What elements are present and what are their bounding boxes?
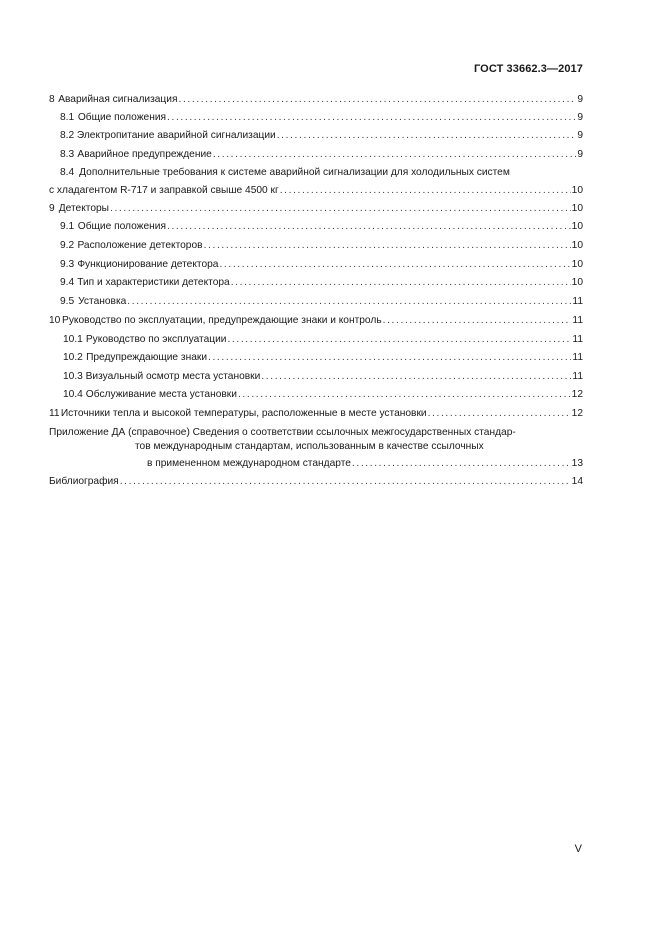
toc-page: 9 xyxy=(577,149,583,160)
dot-leader xyxy=(120,475,571,489)
toc-entry-10-2[interactable] xyxy=(49,351,583,365)
dot-leader xyxy=(167,220,571,234)
toc-page: 10 xyxy=(571,259,583,270)
toc-title: Библиография xyxy=(49,476,119,487)
dot-leader xyxy=(428,407,571,421)
dot-leader xyxy=(110,202,571,216)
toc-page: 10 xyxy=(571,185,583,196)
toc-title: Аварийное предупреждение xyxy=(77,149,212,160)
toc-entry-8[interactable] xyxy=(49,93,583,107)
toc-number: 8.3 xyxy=(60,149,75,160)
toc-page: 14 xyxy=(571,476,583,487)
toc-entry-9[interactable] xyxy=(49,202,583,216)
toc-number: 8 xyxy=(49,94,55,105)
toc-title: Руководство по эксплуатации xyxy=(85,334,227,345)
dot-leader xyxy=(167,111,576,125)
toc-page: 9 xyxy=(577,130,583,141)
toc-title-line1: Дополнительные требования к системе аварийной сигнализации для холодильных систем xyxy=(79,167,510,178)
dot-leader xyxy=(277,129,577,143)
toc-title: Предупреждающие знаки xyxy=(86,352,208,363)
page-number: V xyxy=(574,843,582,855)
toc-page: 10 xyxy=(571,203,583,214)
toc-title: Общие положения xyxy=(77,112,167,123)
toc-entry-8-2[interactable] xyxy=(49,129,583,143)
toc-title-line2: тов международным стандартам, использованным в качестве ссылочных xyxy=(135,441,484,452)
toc-page: 11 xyxy=(572,352,583,363)
toc-title-line1: Приложение ДА (справочное) Сведения о соответствии ссылочных межгосударственных стандар- xyxy=(49,427,516,438)
toc-entry-9-5[interactable] xyxy=(49,295,583,309)
toc-number: 8.4 xyxy=(60,167,75,178)
toc-number: 9.4 xyxy=(60,277,75,288)
toc-entry-10-4[interactable] xyxy=(49,388,583,402)
toc-entry-8-3[interactable] xyxy=(49,148,583,162)
toc-entry-10-1[interactable] xyxy=(49,333,583,347)
toc-title: Установка xyxy=(78,296,127,307)
toc-entry-9-4[interactable] xyxy=(49,276,583,290)
toc-entry-9-2[interactable] xyxy=(49,239,583,253)
toc-page: 9 xyxy=(577,112,583,123)
toc-number: 9 xyxy=(49,203,55,214)
toc-title: Руководство по эксплуатации, предупреждающие знаки и контроль xyxy=(62,315,382,326)
dot-leader xyxy=(127,295,571,309)
toc-title-line3: в примененном международном стандарте xyxy=(147,458,351,469)
dot-leader xyxy=(383,314,572,328)
toc-number: 10.1 xyxy=(63,334,83,345)
toc-entry-8-4[interactable] xyxy=(49,166,583,198)
toc-entry-9-1[interactable] xyxy=(49,220,583,234)
toc-page: 13 xyxy=(571,458,583,469)
toc-entry-appendix-da[interactable] xyxy=(49,426,583,471)
dot-leader xyxy=(352,457,571,471)
toc-title: Функционирование детектора xyxy=(77,259,219,270)
toc-page: 11 xyxy=(572,334,583,345)
dot-leader xyxy=(261,370,571,384)
toc-entry-10-3[interactable] xyxy=(49,370,583,384)
document-number: ГОСТ 33662.3—2017 xyxy=(473,63,583,75)
toc-title: Расположение детекторов xyxy=(77,240,203,251)
toc-entry-8-1[interactable] xyxy=(49,111,583,125)
toc-entry-10[interactable] xyxy=(49,314,583,328)
toc-number: 8.1 xyxy=(60,112,75,123)
toc-number: 9.3 xyxy=(60,259,75,270)
toc-entry-11[interactable] xyxy=(49,407,583,421)
toc-title-line2: с хладагентом R-717 и заправкой свыше 4500 кг xyxy=(49,185,279,196)
dot-leader xyxy=(219,258,570,272)
dot-leader xyxy=(204,239,571,253)
dot-leader xyxy=(227,333,571,347)
dot-leader xyxy=(231,276,571,290)
toc-title: Обслуживание места установки xyxy=(85,389,237,400)
toc-page: 11 xyxy=(572,315,583,326)
toc-page: 11 xyxy=(572,371,583,382)
dot-leader xyxy=(178,93,576,107)
toc-page: 10 xyxy=(571,240,583,251)
toc-title: Визуальный осмотр места установки xyxy=(85,371,261,382)
toc-title: Аварийная сигнализация xyxy=(58,94,178,105)
toc-title: Источники тепла и высокой температуры, расположенные в месте установки xyxy=(60,408,427,419)
toc-number: 9.1 xyxy=(60,221,75,232)
toc-page: 12 xyxy=(571,408,583,419)
toc-number: 9.2 xyxy=(60,240,75,251)
toc-page: 12 xyxy=(571,389,583,400)
dot-leader xyxy=(238,388,571,402)
toc-title: Электропитание аварийной сигнализации xyxy=(76,130,276,141)
toc-number: 11 xyxy=(49,408,60,419)
dot-leader xyxy=(213,148,577,162)
toc-number: 10 xyxy=(49,315,61,326)
toc-number: 9.5 xyxy=(60,296,75,307)
dot-leader xyxy=(280,184,571,198)
toc-number: 10.3 xyxy=(63,371,83,382)
toc-entry-9-3[interactable] xyxy=(49,258,583,272)
toc-page: 10 xyxy=(571,221,583,232)
toc-number: 10.4 xyxy=(63,389,83,400)
toc-page: 9 xyxy=(577,94,583,105)
toc-number: 8.2 xyxy=(60,130,75,141)
toc-page: 11 xyxy=(572,296,583,307)
toc-title: Детекторы xyxy=(58,203,110,214)
dot-leader xyxy=(208,351,571,365)
toc-entry-bibliography[interactable] xyxy=(49,475,583,489)
toc-page: 10 xyxy=(571,277,583,288)
toc-title: Общие положения xyxy=(77,221,166,232)
toc-number: 10.2 xyxy=(63,352,83,363)
toc-title: Тип и характеристики детектора xyxy=(77,277,230,288)
